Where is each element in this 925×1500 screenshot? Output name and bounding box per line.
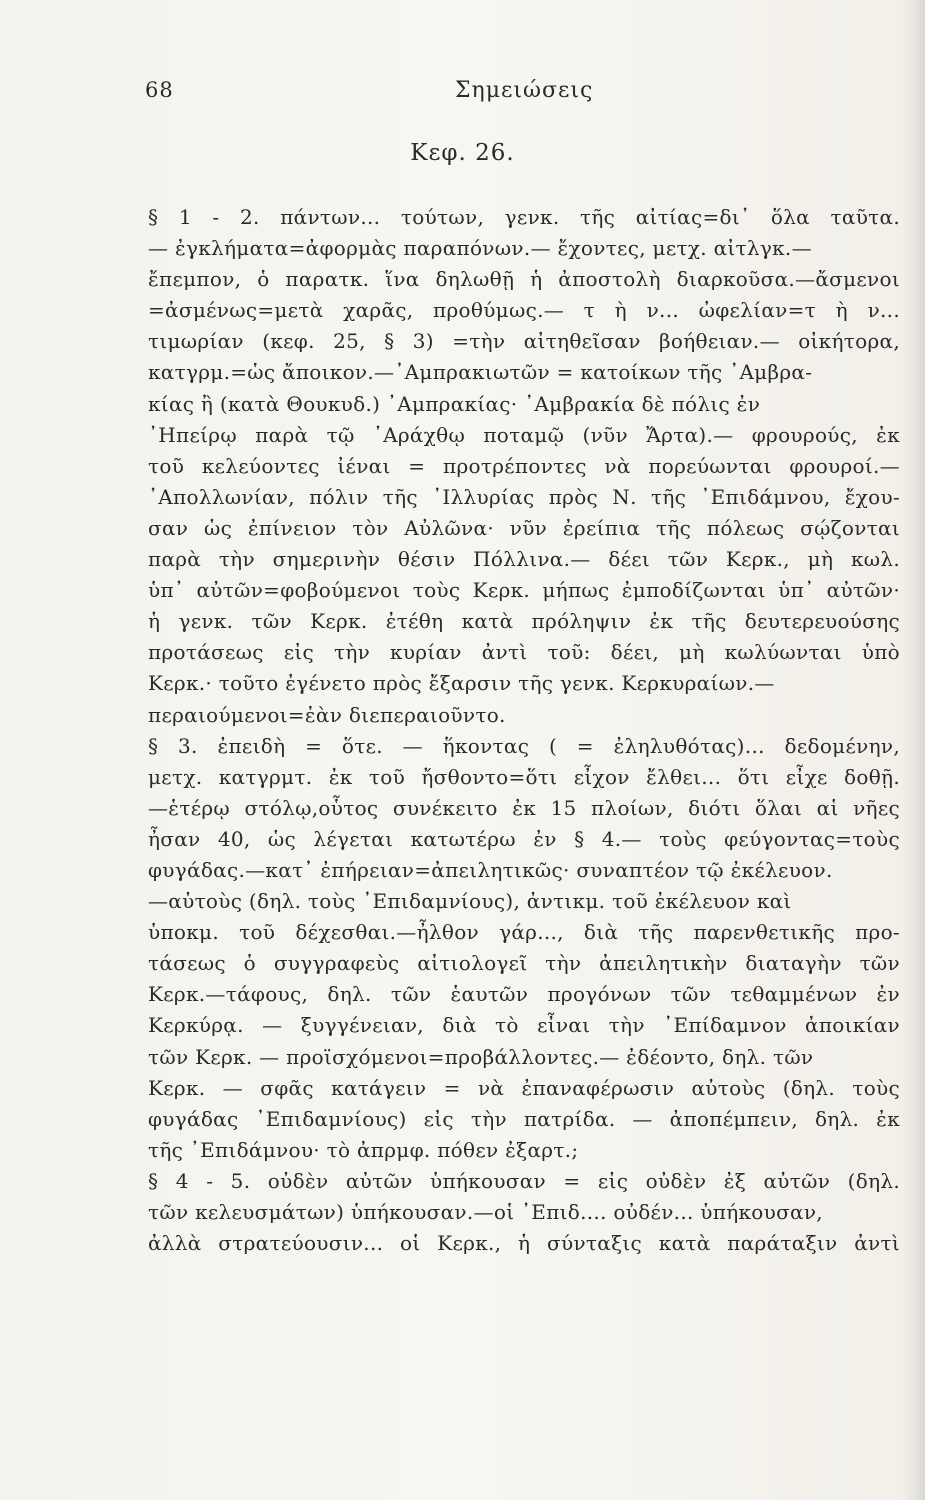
- text-line: Κερκ.—τάφους, δηλ. τῶν ἑαυτῶν προγόνων τῶν τεθαμμένων ἐν: [148, 982, 900, 1007]
- text-line: τιμωρίαν (κεφ. 25, § 3) =τὴν αἰτηθεῖσαν βοήθειαν.— οἰκήτορα,: [148, 329, 900, 354]
- text-line: φυγάδας.—κατ᾽ ἐπήρειαν=ἀπειλητικῶς· συναπτέον τῷ ἐκέλευον.: [148, 857, 833, 882]
- text-line: τῶν Κερκ. — προϊσχόμενοι=προβάλλοντες.— ἐδέοντο, δηλ. τῶν: [148, 1044, 814, 1069]
- text-line: τῶν κελευσμάτων) ὑπήκουσαν.—οἱ ᾽Επιδ.... οὐδέν... ὑπήκουσαν,: [148, 1200, 823, 1224]
- text-line: Κερκύρᾳ. — ξυγγένειαν, διὰ τὸ εἶναι τὴν ᾽Επίδαμνον ἀποικίαν: [148, 1013, 900, 1038]
- text-line: ᾽Ηπείρῳ παρὰ τῷ ᾽Αράχθῳ ποταμῷ (νῦν Ἄρτα).— φρουρούς, ἐκ: [148, 422, 900, 447]
- text-line: ἦσαν 40, ὡς λέγεται κατωτέρω ἐν § 4.— τοὺς φεύγοντας=τοὺς: [148, 826, 900, 851]
- text-line: τάσεως ὁ συγγραφεὺς αἰτιολογεῖ τὴν ἀπειλητικὴν διαταγὴν τῶν: [148, 951, 900, 976]
- text-line: κίας ἢ (κατὰ Θουκυδ.) ᾽Αμπρακίας· ᾽Αμβρακία δὲ πόλις ἐν: [148, 391, 761, 416]
- running-head: Σημειώσεις: [455, 78, 594, 103]
- text-line: Κερκ.· τοῦτο ἐγένετο πρὸς ἔξαρσιν τῆς γενκ. Κερκυραίων.—: [148, 671, 775, 696]
- text-line: ἡ γενκ. τῶν Κερκ. ἐτέθη κατὰ πρόληψιν ἐκ τῆς δευτερευούσης: [148, 609, 900, 634]
- page-number: 68: [145, 78, 174, 102]
- text-line: κατγρμ.=ὡς ἄποικον.—᾽Αμπρακιωτῶν = κατοίκων τῆς ᾽Αμβρα-: [148, 360, 813, 385]
- text-line: ᾽Απολλωνίαν, πόλιν τῆς ᾽Ιλλυρίας πρὸς Ν. τῆς ᾽Επιδάμνου, ἔχου-: [148, 484, 900, 509]
- text-line: ἔπεμπον, ὁ παρατκ. ἵνα δηλωθῇ ἡ ἀποστολὴ διαρκοῦσα.—ἄσμενοι: [148, 267, 900, 292]
- text-line: —αὐτοὺς (δηλ. τοὺς ᾽Επιδαμνίους), ἀντικμ. τοῦ ἐκέλευον καὶ: [148, 889, 792, 914]
- text-line: =ἀσμένως=μετὰ χαρᾶς, προθύμως.— τ ὴ ν... ὠφελίαν=τ ὴ ν...: [148, 298, 900, 323]
- text-line: ἀλλὰ στρατεύουσιν... οἱ Κερκ., ἡ σύνταξις κατὰ παράταξιν ἀντὶ: [148, 1231, 900, 1256]
- text-line: Κερκ. — σφᾶς κατάγειν = νὰ ἐπαναφέρωσιν αὐτοὺς (δηλ. τοὺς: [148, 1075, 900, 1100]
- text-line: παρὰ τὴν σημερινὴν θέσιν Πόλλινα.— δέει τῶν Κερκ., μὴ κωλ.: [148, 547, 900, 572]
- chapter-heading: Κεφ. 26.: [410, 140, 515, 166]
- text-line: —ἑτέρῳ στόλῳ,οὗτος συνέκειτο ἐκ 15 πλοίων, διότι ὅλαι αἱ νῆες: [148, 795, 900, 820]
- commentary-text: [148, 202, 908, 1259]
- text-line: περαιούμενοι=ἐὰν διεπεραιοῦντο.: [148, 702, 506, 727]
- text-line: § 1 - 2. πάντων... τούτων, γενκ. τῆς αἰτίας=δι᾽ ὅλα ταῦτα.: [148, 205, 900, 229]
- text-line: προτάσεως εἰς τὴν κυρίαν ἀντὶ τοῦ: δέει, μὴ κωλύωνται ὑπὸ: [148, 640, 900, 665]
- text-line: — ἐγκλήματα=ἀφορμὰς παραπόνων.— ἔχοντες, μετχ. αἰτλγκ.—: [148, 236, 812, 261]
- text-line: § 3. ἐπειδὴ = ὅτε. — ἥκοντας ( = ἐληλυθότας)... δεδομένην,: [148, 733, 900, 758]
- text-line: ὑπ᾽ αὐτῶν=φοβούμενοι τοὺς Κερκ. μήπως ἐμποδίζωνται ὑπ᾽ αὐτῶν·: [148, 578, 900, 603]
- text-line: τῆς ᾽Επιδάμνου· τὸ ἀπρμφ. πόθεν ἐξαρτ.;: [148, 1137, 579, 1162]
- page-header: [145, 78, 905, 108]
- text-line: σαν ὡς ἐπίνειον τὸν Αὐλῶνα· νῦν ἐρείπια τῆς πόλεως σῴζονται: [148, 515, 900, 540]
- text-line: § 4 - 5. οὐδὲν αὐτῶν ὑπήκουσαν = εἰς οὐδὲν ἐξ αὐτῶν (δηλ.: [148, 1168, 900, 1193]
- text-line: τοῦ κελεύοντες ἰέναι = προτρέποντες νὰ πορεύωνται φρουροί.—: [148, 453, 900, 478]
- text-line: μετχ. κατγρμτ. ἐκ τοῦ ἤσθοντο=ὅτι εἶχον ἔλθει... ὅτι εἶχε δοθῇ.: [148, 764, 900, 789]
- text-line: φυγάδας ᾽Επιδαμνίους) εἰς τὴν πατρίδα. — ἀποπέμπειν, δηλ. ἐκ: [148, 1106, 900, 1131]
- text-line: ὑποκμ. τοῦ δέχεσθαι.—ἦλθον γάρ..., διὰ τῆς παρενθετικῆς προ-: [148, 920, 900, 945]
